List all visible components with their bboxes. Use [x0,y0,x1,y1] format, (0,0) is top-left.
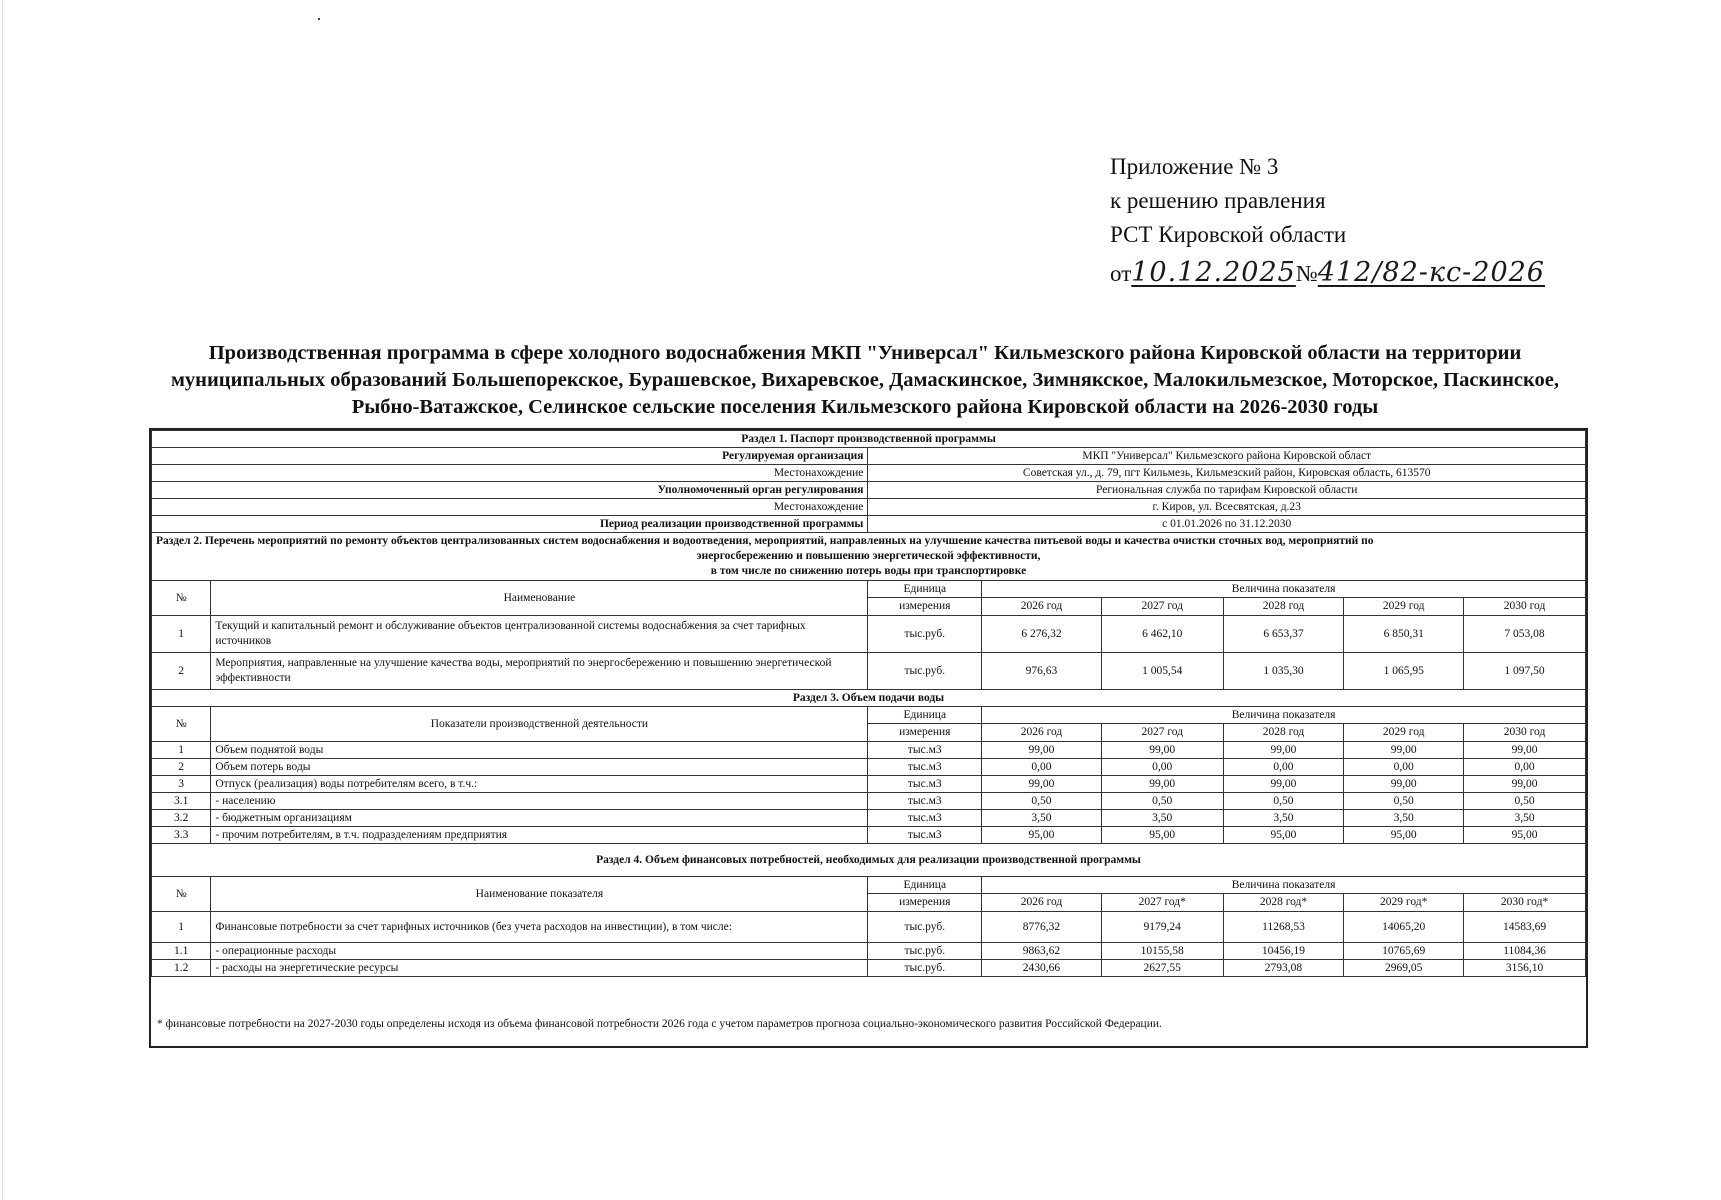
year-header: 2028 год [1223,724,1344,742]
row-value: 14065,20 [1344,912,1464,943]
row-value: 3,50 [1344,810,1464,827]
passport-row [152,516,1586,533]
section1-heading: Раздел 1. Паспорт производственной программы [152,431,1586,448]
row-unit: тыс.руб. [868,943,982,960]
row-value: 3,50 [1464,810,1586,827]
section2-data-row [152,616,1586,653]
row-value: 10765,69 [1344,943,1464,960]
row-value: 14583,69 [1464,912,1586,943]
section3-data-row [152,759,1586,776]
year-header: 2028 год* [1223,894,1344,912]
column-value-header: Величина показателя [982,877,1586,894]
row-value: 95,00 [982,827,1102,844]
passport-row [152,482,1586,499]
program-table [151,430,1586,977]
program-table-frame [149,428,1588,1048]
row-unit: тыс.м3 [868,759,982,776]
row-name: - расходы на энергетические ресурсы [211,960,868,977]
section4-heading-row [152,844,1586,877]
row-number: 3.2 [152,810,211,827]
section2-heading-line: Раздел 2. Перечень мероприятий по ремонту объектов централизованных систем водоснабжения и водоотведения, мероприятий, направленных на улучшение качества питьевой воды и качества очистки сточных вод, мероприятий по [156,535,1374,547]
section3-heading: Раздел 3. Объем подачи воды [152,690,1586,707]
year-header: 2028 год [1223,598,1344,616]
section3-header-row [152,707,1586,724]
row-value: 1 005,54 [1101,653,1223,690]
column-number-header: № [152,877,211,912]
row-name: Текущий и капитальный ремонт и обслуживание объектов централизованной системы водоснабжения за счет тарифных источников [211,616,868,653]
row-unit: тыс.м3 [868,827,982,844]
row-name: - операционные расходы [211,943,868,960]
document-title [140,340,1590,421]
row-unit: тыс.м3 [868,776,982,793]
row-number: 1.1 [152,943,211,960]
year-header: 2029 год* [1344,894,1464,912]
passport-value: Советская ул., д. 79, пгт Кильмезь, Кильмезский район, Кировская область, 613570 [868,465,1586,482]
row-value: 99,00 [1344,776,1464,793]
section4-data-row [152,912,1586,943]
row-value: 6 850,31 [1344,616,1464,653]
row-number: 1 [152,742,211,759]
row-value: 3156,10 [1464,960,1586,977]
year-header: 2030 год [1464,724,1586,742]
row-value: 11084,36 [1464,943,1586,960]
section2-header-row [152,581,1586,598]
column-name-header: Показатели производственной деятельности [211,707,868,742]
row-name: - бюджетным организациям [211,810,868,827]
footnote: * финансовые потребности на 2027-2030 годы определены исходя из объема финансовой потребности 2026 года с учетом параметров прогноза социально-экономического развития Российской Федерации. [157,1018,1162,1030]
row-value: 10456,19 [1223,943,1344,960]
section3-heading-row [152,690,1586,707]
row-value: 0,50 [1223,793,1344,810]
row-value: 9179,24 [1101,912,1223,943]
row-value: 3,50 [982,810,1102,827]
row-unit: тыс.руб. [868,653,982,690]
section3-data-row [152,742,1586,759]
section3-data-row [152,776,1586,793]
passport-value: Региональная служба по тарифам Кировской области [868,482,1586,499]
section4-data-row [152,943,1586,960]
section2-heading-row [152,533,1586,581]
row-value: 95,00 [1344,827,1464,844]
row-value: 7 053,08 [1464,616,1586,653]
authority-line: РСТ Кировской области [1110,222,1347,247]
row-number: 1 [152,912,211,943]
passport-label: Период реализации производственной программы [152,516,868,533]
row-unit: тыс.руб. [868,912,982,943]
handwritten-date: 10.12.2025 [1131,257,1296,288]
row-value: 0,50 [982,793,1102,810]
year-header: 2027 год [1101,598,1223,616]
row-value: 11268,53 [1223,912,1344,943]
title-line-3: Рыбно-Ватажское, Селинское сельские поселения Кильмезского района Кировской области на 2026-2030 годы [351,396,1379,418]
section4-header-row [152,877,1586,894]
approval-block [1110,150,1545,291]
appendix-label: Приложение № 3 [1110,154,1279,179]
row-unit: тыс.м3 [868,742,982,759]
column-name-header: Наименование [211,581,868,616]
passport-label: Местонахождение [152,465,868,482]
year-header: 2026 год [982,894,1102,912]
column-unit-header: Единица [868,581,982,598]
scan-dot [318,18,320,20]
section3-data-row [152,810,1586,827]
number-sign: № [1295,261,1318,286]
date-prefix: от [1110,261,1132,286]
row-value: 99,00 [1101,742,1223,759]
row-value: 9863,62 [982,943,1102,960]
row-value: 99,00 [1223,776,1344,793]
row-value: 6 653,37 [1223,616,1344,653]
row-value: 1 035,30 [1223,653,1344,690]
column-number-header: № [152,581,211,616]
row-value: 99,00 [1344,742,1464,759]
passport-row [152,448,1586,465]
row-value: 0,00 [1344,759,1464,776]
year-header: 2030 год [1464,598,1586,616]
row-number: 1.2 [152,960,211,977]
row-name: - прочим потребителям, в т.ч. подразделениям предприятия [211,827,868,844]
row-value: 2430,66 [982,960,1102,977]
section2-heading-line: в том числе по снижению потерь воды при транспортировке [710,565,1027,577]
row-unit: тыс.м3 [868,793,982,810]
row-value: 99,00 [1101,776,1223,793]
year-header: 2027 год* [1101,894,1223,912]
row-value: 0,00 [1101,759,1223,776]
column-number-header: № [152,707,211,742]
row-value: 2627,55 [1101,960,1223,977]
row-value: 2969,05 [1344,960,1464,977]
row-number: 3.3 [152,827,211,844]
decision-date-number [1110,256,1545,291]
column-unit-header: измерения [868,724,982,742]
row-value: 95,00 [1464,827,1586,844]
passport-value: МКП "Универсал" Кильмезского района Кировской област [868,448,1586,465]
row-name: - населению [211,793,868,810]
section4-heading: Раздел 4. Объем финансовых потребностей, необходимых для реализации производственной программы [152,844,1586,877]
row-value: 0,50 [1344,793,1464,810]
year-header: 2027 год [1101,724,1223,742]
row-value: 6 462,10 [1101,616,1223,653]
row-value: 99,00 [1464,742,1586,759]
row-name: Отпуск (реализация) воды потребителям всего, в т.ч.: [211,776,868,793]
row-unit: тыс.руб. [868,616,982,653]
row-value: 99,00 [1223,742,1344,759]
column-unit-header: Единица [868,877,982,894]
row-number: 3 [152,776,211,793]
column-value-header: Величина показателя [982,707,1586,724]
row-name: Объем потерь воды [211,759,868,776]
row-number: 2 [152,653,211,690]
row-value: 1 065,95 [1344,653,1464,690]
passport-row [152,465,1586,482]
row-name: Объем поднятой воды [211,742,868,759]
row-name: Финансовые потребности за счет тарифных источников (без учета расходов на инвестиции), в том числе: [211,912,868,943]
section2-heading [152,533,1586,581]
column-unit-header: Единица [868,707,982,724]
row-value: 976,63 [982,653,1102,690]
column-value-header: Величина показателя [982,581,1586,598]
section3-data-row [152,827,1586,844]
year-header: 2030 год* [1464,894,1586,912]
row-value: 6 276,32 [982,616,1102,653]
row-value: 99,00 [982,776,1102,793]
row-name: Мероприятия, направленные на улучшение качества воды, мероприятий по энергосбережению и повышению энергетической эффективности [211,653,868,690]
row-value: 3,50 [1223,810,1344,827]
row-value: 0,00 [1464,759,1586,776]
passport-label: Местонахождение [152,499,868,516]
title-line-1: Производственная программа в сфере холодного водоснабжения МКП "Универсал" Кильмезского района Кировской области на территории [208,342,1522,364]
row-value: 0,00 [1223,759,1344,776]
passport-row [152,499,1586,516]
year-header: 2026 год [982,598,1102,616]
row-unit: тыс.руб. [868,960,982,977]
row-value: 95,00 [1223,827,1344,844]
section1-heading-row [152,431,1586,448]
row-value: 0,50 [1464,793,1586,810]
passport-value: с 01.01.2026 по 31.12.2030 [868,516,1586,533]
handwritten-number: 412/82-кс-2026 [1317,257,1545,288]
row-value: 0,50 [1101,793,1223,810]
row-value: 8776,32 [982,912,1102,943]
passport-value: г. Киров, ул. Всесвятская, д.23 [868,499,1586,516]
column-unit-header: измерения [868,894,982,912]
section2-heading-line: энергосбережению и повышению энергетической эффективности, [696,550,1041,562]
row-value: 10155,58 [1101,943,1223,960]
row-unit: тыс.м3 [868,810,982,827]
row-value: 3,50 [1101,810,1223,827]
title-line-2: муниципальных образований Большепорекское, Бурашевское, Вихаревское, Дамаскинское, Зимнякское, Малокильмезское, Моторское, Паскинское, [170,369,1560,391]
section2-data-row [152,653,1586,690]
row-number: 2 [152,759,211,776]
row-value: 2793,08 [1223,960,1344,977]
row-value: 95,00 [1101,827,1223,844]
decision-line: к решению правления [1110,188,1326,213]
year-header: 2026 год [982,724,1102,742]
column-name-header: Наименование показателя [211,877,868,912]
row-number: 3.1 [152,793,211,810]
year-header: 2029 год [1344,724,1464,742]
row-number: 1 [152,616,211,653]
scan-edge-line [2,0,3,1200]
row-value: 99,00 [1464,776,1586,793]
row-value: 99,00 [982,742,1102,759]
section4-data-row [152,960,1586,977]
row-value: 0,00 [982,759,1102,776]
year-header: 2029 год [1344,598,1464,616]
passport-label: Регулируемая организация [152,448,868,465]
section3-data-row [152,793,1586,810]
row-value: 1 097,50 [1464,653,1586,690]
passport-label: Уполномоченный орган регулирования [152,482,868,499]
column-unit-header: измерения [868,598,982,616]
